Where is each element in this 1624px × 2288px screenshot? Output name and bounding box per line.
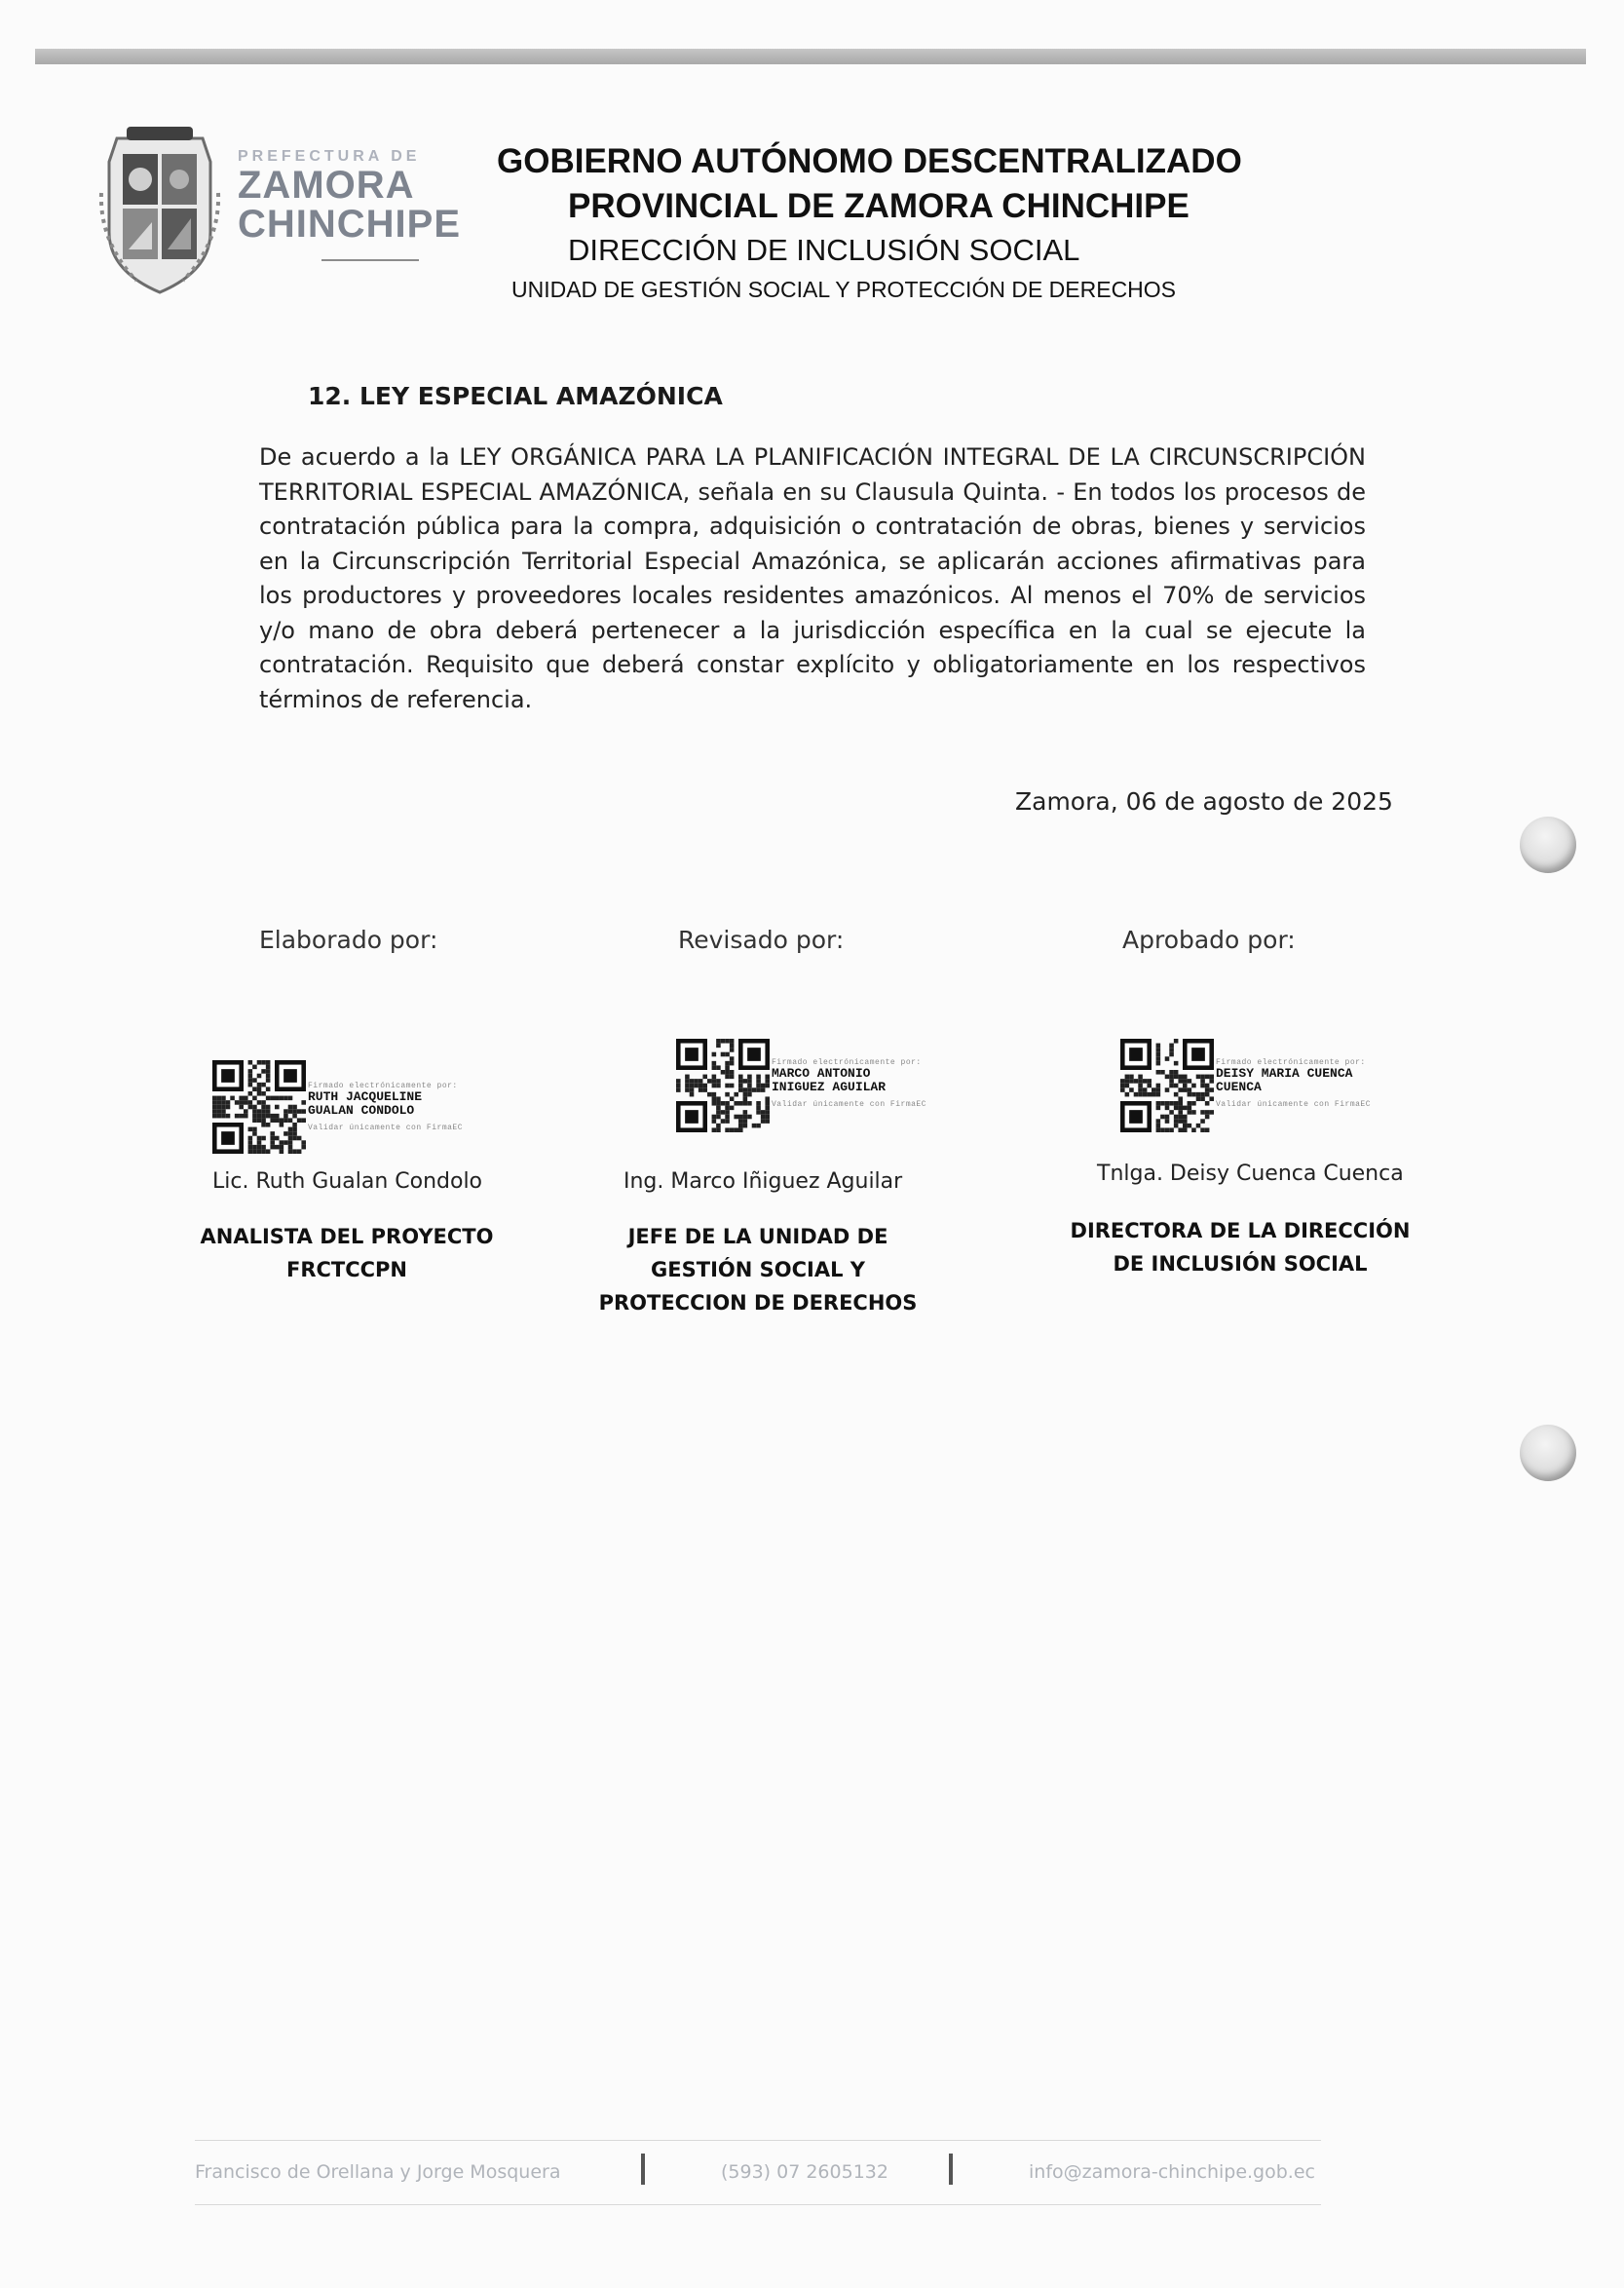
stamp-bottom-text: Validar únicamente con FirmaEC [772,1100,927,1109]
e-signature-stamp [1216,1058,1371,1109]
stamp-name-line-1: MARCO ANTONIO [772,1066,871,1081]
stamp-name-line-2: GUALAN CONDOLO [308,1103,415,1118]
role-line: PROTECCION DE DERECHOS [598,1291,918,1315]
stamp-top-text: Firmado electrónicamente por: [1216,1058,1366,1067]
role-line: JEFE DE LA UNIDAD DE [627,1225,888,1248]
qr-code-icon [676,1039,770,1132]
header-line-4: UNIDAD DE GESTIÓN SOCIAL Y PROTECCIÓN DE DERECHOS [511,277,1177,302]
qr-code-icon [1120,1039,1214,1132]
role-line: DE INCLUSIÓN SOCIAL [1113,1252,1368,1276]
place-date: Zamora, 06 de agosto de 2025 [1015,787,1393,816]
punch-hole [1520,817,1576,873]
stamp-bottom-text: Validar únicamente con FirmaEC [308,1124,464,1132]
stamp-name-line-2: CUENCA [1216,1080,1262,1094]
section-paragraph: De acuerdo a la LEY ORGÁNICA PARA LA PLANIFICACIÓN INTEGRAL DE LA CIRCUNSCRIPCIÓN TERRITORIAL ESPECIAL AMAZÓNICA, señala en su Clausula Quinta. - En todos los procesos de contratación pública para la compra, adquisición o contratación de obras, bienes y servicios en la Circunscripción Territorial Especial Amazónica, se aplicarán acciones afirmativas para los productores y proveedores locales residentes amazónicos. Al menos el 70% de servicios y/o mano de obra deberá pertenecer a la jurisdicción específica en la cual se ejecute la contratación. Requisito que deberá constar explícito y obligatoriamente en los respectivos términos de referencia. [259,443,1366,713]
logo-small-text: PREFECTURA DE [238,148,421,165]
signer-role-approved [1060,1214,1420,1280]
footer-rule-top [195,2140,1321,2141]
stamp-top-text: Firmado electrónicamente por: [772,1058,922,1067]
header-line-3: DIRECCIÓN DE INCLUSIÓN SOCIAL [568,233,1080,267]
role-line: GESTIÓN SOCIAL Y [651,1258,865,1281]
signer-name-approved: Tnlga. Deisy Cuenca Cuenca [1097,1162,1404,1186]
role-line: FRCTCCPN [285,1258,408,1281]
role-line: DIRECTORA DE LA DIRECCIÓN [1070,1219,1411,1242]
signer-name-prepared: Lic. Ruth Gualan Condolo [212,1169,483,1194]
signer-role-reviewed [592,1220,924,1319]
stamp-bottom-text: Validar únicamente con FirmaEC [1216,1100,1372,1109]
scan-top-bar [35,49,1586,64]
stamp-top-text: Firmado electrónicamente por: [308,1082,458,1090]
logo-line-1: ZAMORA [238,164,415,207]
stamp-name-line-1: RUTH JACQUELINE [308,1089,423,1104]
signature-label-prepared: Elaborado por: [259,926,438,954]
header-line-1: GOBIERNO AUTÓNOMO DESCENTRALIZADO [497,142,1242,180]
e-signature-stamp [308,1082,463,1132]
coat-of-arms-icon [97,125,222,298]
footer-address: Francisco de Orellana y Jorge Mosquera [195,2161,561,2183]
logo-line-2: CHINCHIPE [238,203,462,246]
e-signature-stamp [772,1058,926,1109]
logo-divider [321,259,419,261]
footer-rule-bottom [195,2204,1321,2205]
footer-email: info@zamora-chinchipe.gob.ec [1029,2161,1315,2183]
punch-hole [1520,1425,1576,1481]
role-line: ANALISTA DEL PROYECTO [200,1225,494,1248]
header-line-2: PROVINCIAL DE ZAMORA CHINCHIPE [568,187,1190,225]
footer-separator [641,2154,645,2185]
stamp-name-line-1: DEISY MARIA CUENCA [1216,1066,1353,1081]
qr-code-icon [212,1060,306,1154]
footer-phone: (593) 07 2605132 [721,2161,888,2183]
signer-role-prepared [191,1220,503,1286]
signer-name-reviewed: Ing. Marco Iñiguez Aguilar [623,1169,903,1194]
section-title: 12. LEY ESPECIAL AMAZÓNICA [308,382,723,410]
signature-label-reviewed: Revisado por: [678,926,845,954]
footer-separator [949,2154,953,2185]
signature-label-approved: Aprobado por: [1122,926,1296,954]
logo-wordmark [238,148,481,261]
stamp-name-line-2: INIGUEZ AGUILAR [772,1080,887,1094]
